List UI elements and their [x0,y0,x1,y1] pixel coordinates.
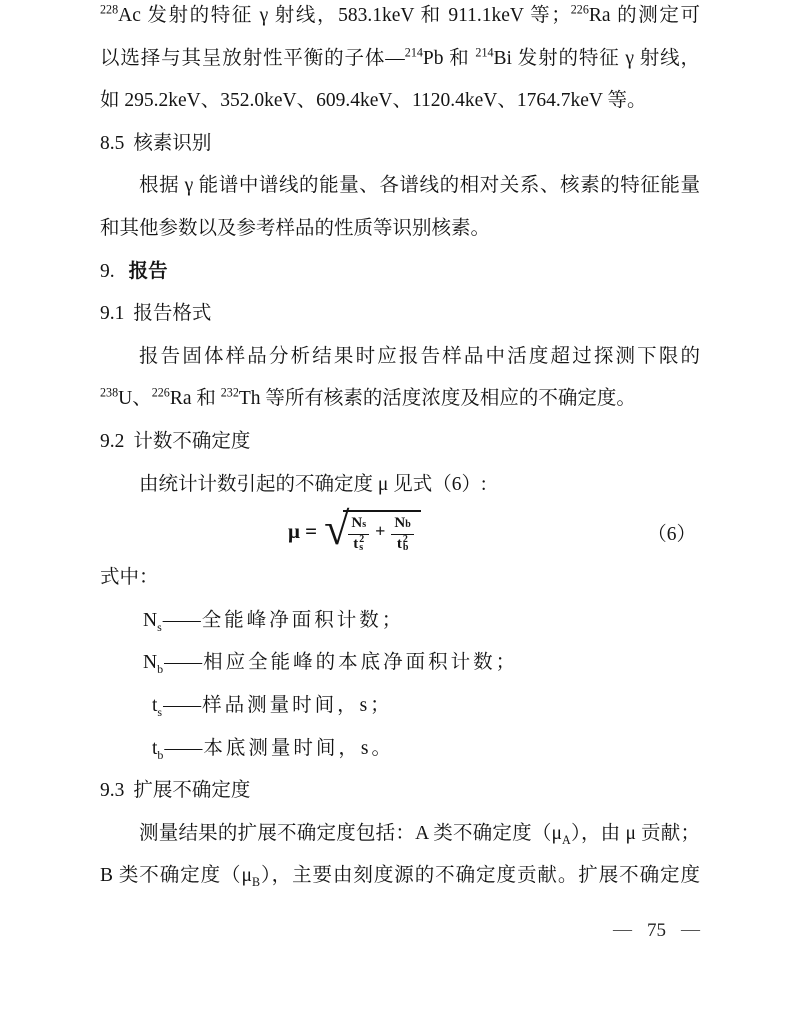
fraction-denominator [397,535,409,553]
symbol-base: N [143,609,158,631]
symbol-superscript: 2 [359,533,365,545]
section-number: 9. [100,260,115,282]
definition-description: 相应全能峰的本底净面积计数； [203,652,519,674]
footer-dash-left: — [613,919,632,940]
equation-6 [288,502,421,555]
text-segment: 如 295.2keV、352.0keV、609.4keV、1120.4keV、1764.7keV 等。 [100,90,647,112]
supsub-stack [402,533,409,554]
text-segment: 以选择与其呈放射性平衡的子体— [100,47,405,69]
fraction-background [391,515,413,553]
text-segment: U、 [118,388,152,410]
text-segment: Th 等所有核素的活度浓度及相应的不确定度。 [238,388,636,410]
definition-term [143,652,164,677]
paragraph-line [100,813,700,856]
radicand [343,510,420,553]
symbol-base: t [152,694,158,716]
definition-term [143,609,162,634]
definition-description: 样品测量时间，s； [202,694,393,716]
text-segment: 由统计计数引起的不确定度 μ 见式（6）: [139,473,487,495]
text-segment: 测量结果的扩展不确定度包括：A 类不确定度（μ [139,822,563,844]
paragraph-line [100,336,700,379]
definition-dash: —— [162,609,200,631]
symbol-base: N [143,652,158,674]
superscript-text: 226 [151,385,170,400]
page-number: 75 [647,920,666,941]
section-number: 9.2 [100,430,125,452]
text-segment: Ra 和 [169,388,221,410]
superscript-text: 238 [100,385,119,400]
paragraph-line [100,38,700,81]
paragraph-line [100,855,700,898]
supsub-stack [359,533,365,554]
symbol-subscript: b [157,747,164,762]
equation-row [100,502,700,557]
symbol-subscript: s [157,704,163,719]
superscript-text: 214 [475,45,494,60]
definition-item-ts [100,685,700,728]
definition-item-nb [100,642,700,685]
text-segment: 和其他参数以及参考样品的性质等识别核素。 [100,217,491,239]
definition-dash: —— [163,694,201,716]
definition-dash: —— [164,737,202,759]
symbol-base: t [396,535,402,552]
text-segment: 根据 γ 能谱中谱线的能量、各谱线的相对关系、核素的特征能量 [139,175,700,197]
superscript-text: 228 [100,2,119,17]
document-page [100,0,700,898]
section-heading-9-1 [100,293,700,336]
equation-number: （6） [647,523,696,545]
text-segment: Ra 的测定可 [588,5,700,26]
symbol-subscript: b [402,542,409,554]
paragraph-line [100,80,700,123]
text-segment: ），由 μ 贡献； [570,822,700,844]
definition-item-tb [100,728,700,771]
subscript-text: B [251,875,260,890]
equation-lhs: μ = [288,519,318,544]
subscript-text: A [562,832,571,847]
fraction-sample [348,515,369,553]
text-segment: Pb 和 [422,47,476,69]
fraction-numerator: N s [348,515,369,534]
plus-operator: + [375,520,386,541]
page-footer [613,920,700,942]
superscript-text: 232 [220,385,239,400]
text-segment: ），主要由刻度源的不确定度贡献。扩展不确定度 [260,865,700,887]
definition-term [152,737,164,762]
definition-description: 全能峰净面积计数； [201,609,405,631]
radical-sign: √ [324,502,350,554]
section-number: 9.3 [100,780,125,802]
symbol-base: N [351,515,363,532]
section-heading-9 [100,251,700,294]
fraction-numerator: N b [391,515,413,534]
definition-item-ns [100,600,700,643]
definition-description: 本底测量时间，s。 [203,737,395,759]
superscript-text: 214 [404,45,423,60]
paragraph-line [100,165,700,208]
symbol-subscript: b [157,662,164,677]
superscript-text: 226 [570,2,589,17]
section-title: 报告 [128,260,168,282]
section-title: 报告格式 [133,303,212,325]
symbol-subscript: s [359,542,364,554]
definition-term [152,694,163,719]
section-title: 核素识别 [133,132,212,154]
section-heading-8-5 [100,123,700,166]
section-title: 扩展不确定度 [133,780,251,802]
text-segment: Ac 发射的特征 γ 射线，583.1keV 和 911.1keV 等； [118,5,571,26]
fraction-denominator [353,535,364,553]
section-heading-9-3 [100,770,700,813]
definition-dash: —— [164,652,202,674]
where-label: 式中： [100,567,159,589]
paragraph-line [100,378,700,421]
section-number: 8.5 [100,132,125,154]
symbol-base: t [353,535,359,552]
section-heading-9-2 [100,421,700,464]
section-title: 计数不确定度 [133,430,251,452]
paragraph-line [100,464,700,507]
symbol-base: t [152,737,158,759]
paragraph-line [100,208,700,251]
text-segment: 报告固体样品分析结果时应报告样品中活度超过探测下限的 [139,345,700,367]
symbol-superscript: 2 [402,533,408,545]
paragraph-line [100,0,700,38]
text-segment: Bi 发射的特征 γ 射线， [493,47,700,69]
symbol-subscript: s [157,619,162,634]
text-segment: B 类不确定度（μ [100,865,252,887]
symbol-base: N [394,515,406,532]
footer-dash-right: — [681,919,700,940]
section-number: 9.1 [100,303,125,325]
